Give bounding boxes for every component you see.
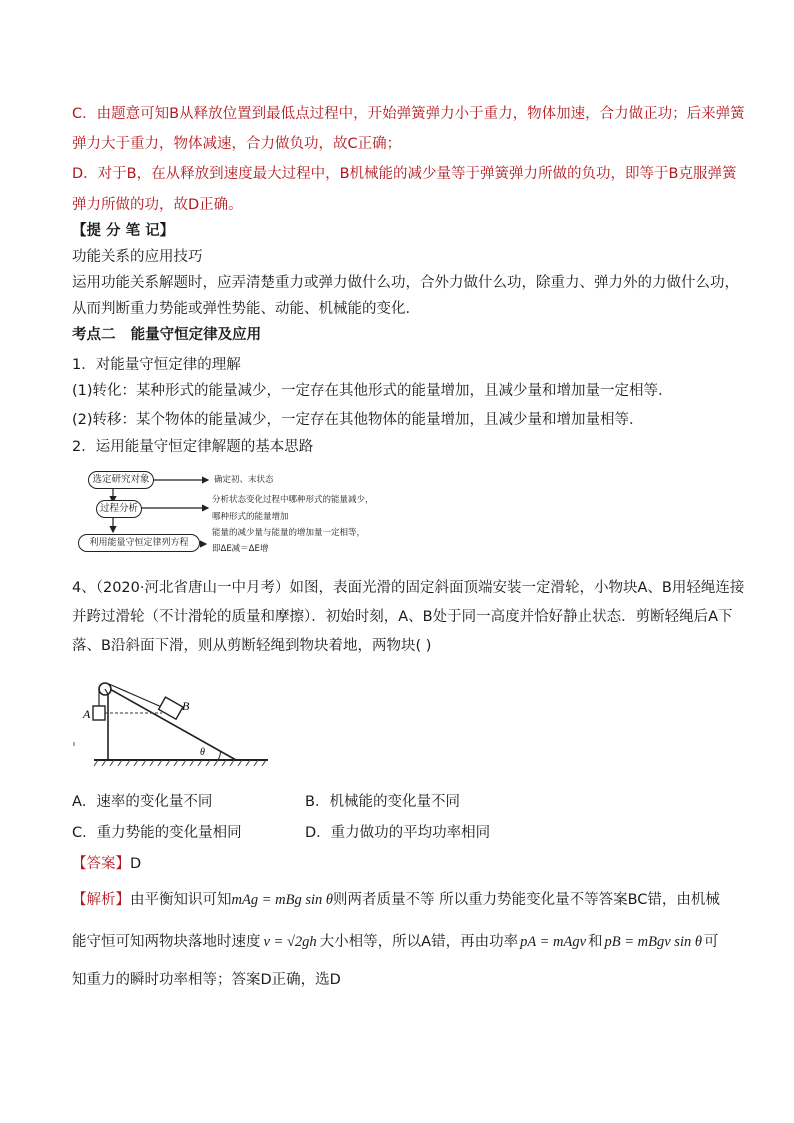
label-theta: θ (200, 747, 205, 758)
answer-line (72, 854, 141, 874)
incline-figure (72, 674, 272, 774)
section-title: 能量守恒定律及应用 (130, 327, 262, 343)
section-item1: 1．对能量守恒定律的理解 (72, 357, 241, 373)
option-d: D．重力做功的平均功率相同 (305, 825, 491, 841)
answer-value: D (130, 856, 142, 872)
analysis-t2: 则两者质量不等 所以重力势能变化量不等答案BC错，由机械 (333, 892, 720, 908)
analysis-t4: 大小相等，所以A错，再由功率 (319, 934, 519, 950)
label-b: B (182, 699, 190, 713)
flow-note-3b: 即ΔE减＝ΔE增 (212, 544, 269, 554)
incline-diagram (72, 674, 272, 774)
analysis-line1 (72, 890, 720, 910)
notes-body1: 运用功能关系解题时，应弄清楚重力或弹力做什么功，合外力做什么功，除重力、弹力外的力做什么功， (72, 275, 739, 291)
analysis-tag: 【解析】 (72, 892, 130, 908)
analysis-t3: 能守恒可知两物块落地时速度 (72, 934, 261, 950)
solution-c-line1: C．由题意可知B从释放位置到最低点过程中，开始弹簧弹力小于重力，物体加速，合力做正功；后来弹簧 (72, 106, 745, 122)
label-a: A (83, 707, 91, 721)
notes-header: 【提 分 笔 记】 (72, 223, 175, 239)
analysis-line3: 知重力的瞬时功率相等；答案D正确，选D (72, 972, 341, 988)
section-item1b: (2)转移：某个物体的能量减少，一定存在其他物体的能量增加，且减少量和增加量相等． (72, 412, 644, 428)
option-c: C．重力势能的变化量相同 (72, 825, 242, 841)
section-heading (72, 325, 261, 345)
flow-note-1: 确定初、末状态 (214, 475, 274, 485)
analysis-t1: 由平衡知识可知 (130, 892, 232, 908)
question-line1: 4、（2020·河北省唐山一中月考）如图，表面光滑的固定斜面顶端安装一定滑轮，小物块A、B用轻绳连接 (72, 580, 745, 596)
flow-note-2a: 分析状态变化过程中哪种形式的能量减少， (212, 495, 374, 505)
flow-box-energy-equation: 利用能量守恒定律列方程 (78, 534, 200, 552)
question-line2: 并跨过滑轮（不计滑轮的质量和摩擦）．初始时刻，A、B处于同一高度并恰好静止状态．剪断轻绳后A下 (72, 609, 733, 625)
notes-title: 功能关系的应用技巧 (72, 249, 203, 265)
notes-body2: 从而判断重力势能或弹性势能、动能、机械能的变化． (72, 301, 420, 317)
flow-note-2b: 哪种形式的能量增加 (212, 512, 289, 522)
section-label: 考点二 (72, 327, 116, 343)
analysis-t5: 和 (588, 934, 603, 950)
option-a: A．速率的变化量不同 (72, 794, 213, 810)
flowchart (78, 466, 388, 558)
equation-velocity: v = √2gh (263, 934, 317, 950)
flow-note-3a: 能量的减少量与能量的增加量一定相等， (212, 528, 366, 538)
section-item2: 2．运用能量守恒定律解题的基本思路 (72, 439, 314, 455)
analysis-t6: 可 (703, 934, 719, 950)
question-line3: 落、B沿斜面下滑，则从剪断轻绳到物块着地，两物块( ) (72, 638, 432, 654)
flow-box-select-object: 选定研究对象 (88, 471, 154, 489)
solution-d-line1: D．对于B，在从释放到速度最大过程中，B机械能的减少量等于弹簧弹力所做的负功，即等于B克服弹簧 (72, 166, 737, 182)
equation-power-b: pB = mBgv sin θ (604, 934, 702, 950)
solution-c-line2: 弹力大于重力，物体减速，合力做负功，故C正确； (72, 136, 402, 152)
section-item1a: (1)转化：某种形式的能量减少，一定存在其他形式的能量增加，且减少量和增加量一定相等． (72, 383, 673, 399)
equation-power-a: pA = mAgv (520, 934, 587, 950)
answer-tag: 【答案】 (72, 856, 130, 872)
analysis-line2 (72, 932, 718, 952)
equation-balance: mAg = mBg sin θ (231, 892, 333, 908)
solution-d-line2: 弹力所做的功，故D正确。 (72, 197, 243, 213)
flow-box-process-analysis: 过程分析 (96, 500, 142, 518)
option-b: B．机械能的变化量不同 (305, 794, 460, 810)
